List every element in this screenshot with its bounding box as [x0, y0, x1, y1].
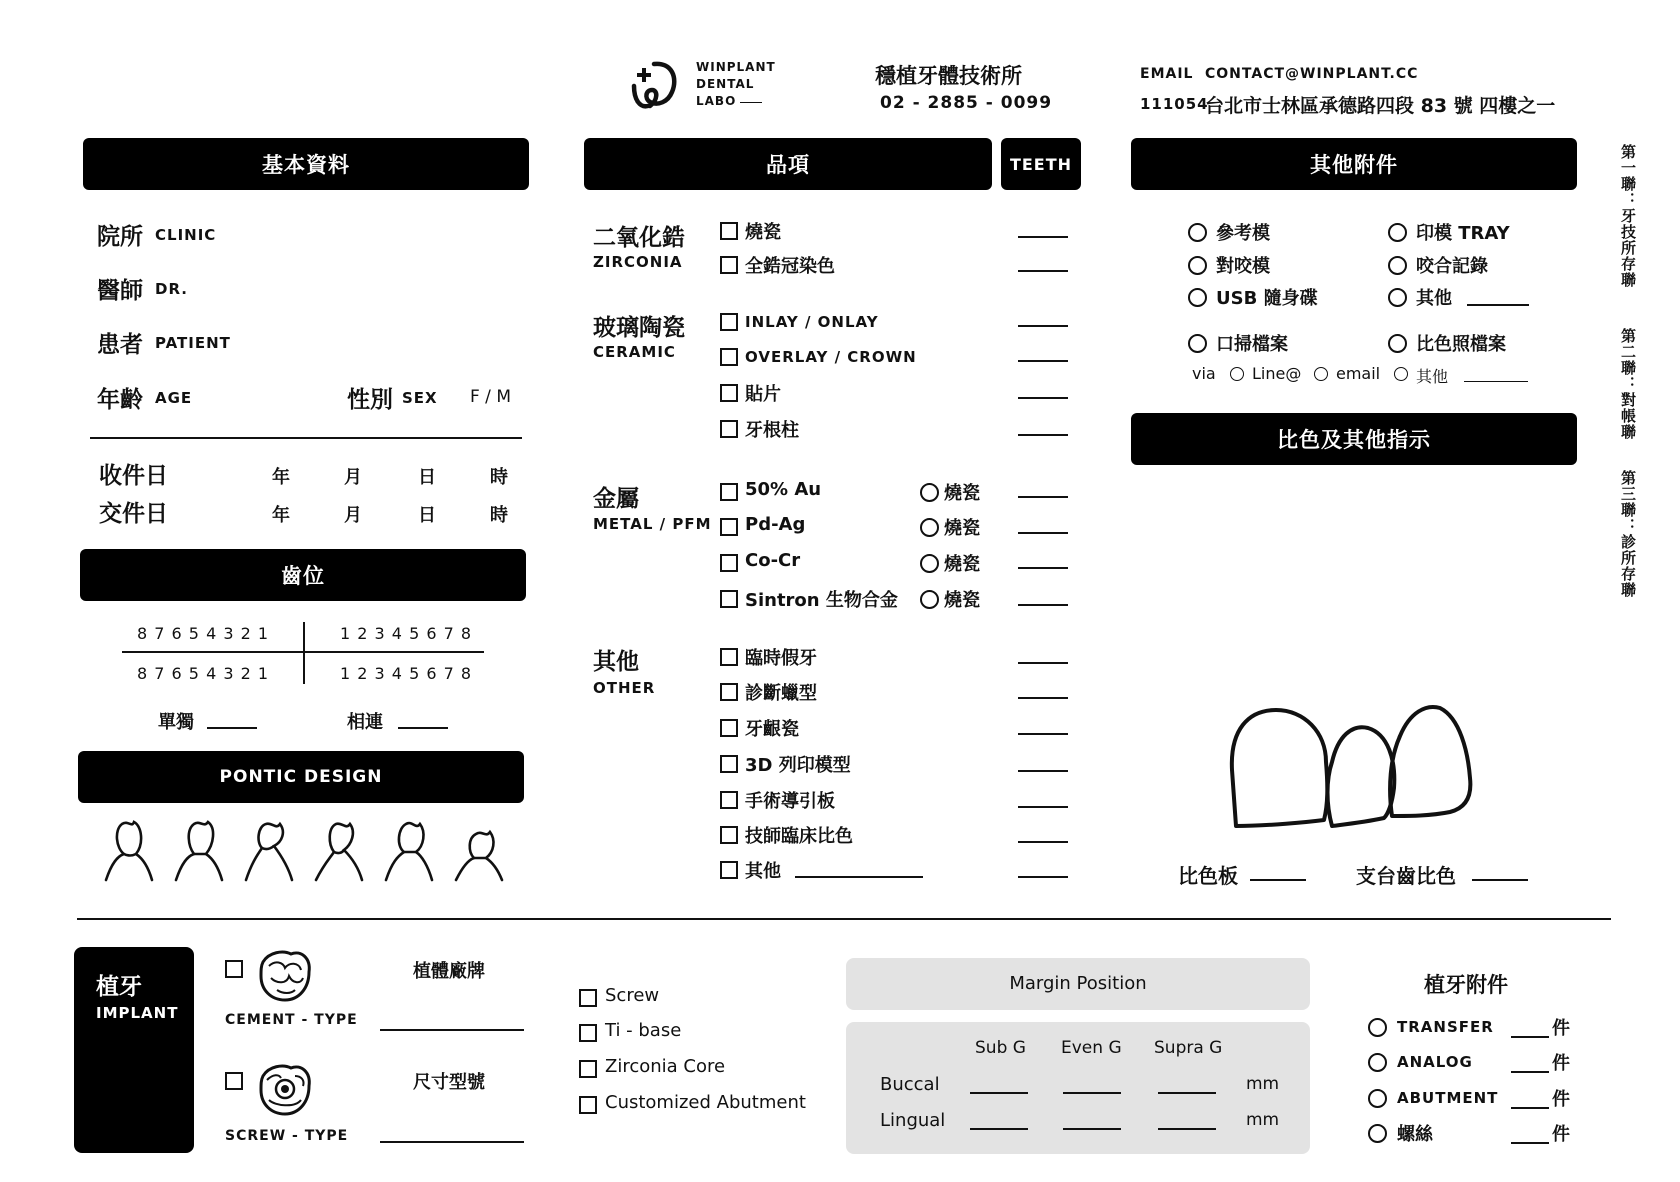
unit-hour: 時 [490, 505, 508, 526]
veneer-checkbox[interactable] [720, 384, 738, 402]
tooth-chart-v-line [303, 622, 305, 684]
other-item-checkbox[interactable] [720, 861, 738, 879]
lower-left-teeth: 8 7 6 5 4 3 2 1 [137, 664, 270, 683]
shade-guide-blank[interactable] [1250, 879, 1306, 881]
implant-accessories-title: 植牙附件 [1424, 973, 1508, 997]
shade-guide-label: 比色板 [1178, 864, 1238, 888]
pontic-option-5 [386, 823, 432, 880]
brand-line-1: WINPLANT [696, 60, 776, 74]
via-email-radio[interactable] [1314, 367, 1328, 381]
surgical-guide-label: 手術導引板 [745, 791, 835, 812]
other-item-blank[interactable] [795, 876, 923, 878]
unit-month: 月 [344, 467, 362, 488]
post-checkbox[interactable] [720, 420, 738, 438]
pontic-option-6 [456, 832, 502, 880]
cement-type-label: CEMENT - TYPE [225, 1012, 358, 1028]
zirconia-label-en: ZIRCONIA [593, 253, 683, 271]
other-attachment-radio[interactable] [1388, 288, 1407, 307]
patient-label-zh: 患者 [97, 332, 143, 358]
via-label: via [1192, 364, 1216, 383]
via-other-label: 其他 [1416, 367, 1449, 386]
opposing-model-radio[interactable] [1188, 256, 1207, 275]
ceramic-label-en: CERAMIC [593, 343, 676, 361]
pontic-option-1 [106, 822, 152, 880]
clinic-label-zh: 院所 [97, 224, 143, 250]
other-attachment-blank[interactable] [1467, 304, 1529, 306]
ti-base-checkbox[interactable] [579, 1024, 597, 1042]
brand-line-2: DENTAL [696, 77, 755, 91]
lateral-incisor-outline [1328, 727, 1395, 826]
company-name: 穩植牙體技術所 [875, 64, 1022, 88]
screw-acc-label: 螺絲 [1397, 1124, 1433, 1145]
lingual-supra-g-blank[interactable] [1158, 1128, 1216, 1130]
copy-note-3: 第三聯：診所存聯 [1619, 470, 1637, 598]
via-other-radio[interactable] [1394, 367, 1408, 381]
abutment-acc-radio[interactable] [1368, 1089, 1387, 1108]
cement-type-checkbox[interactable] [225, 960, 243, 978]
central-incisor-outline [1232, 710, 1327, 826]
via-line-radio[interactable] [1230, 367, 1244, 381]
bite-record-label: 咬合記錄 [1416, 256, 1488, 277]
wax-up-checkbox[interactable] [720, 683, 738, 701]
zirconia-label-zh: 二氧化鋯 [593, 225, 685, 251]
supra-g-col: Supra G [1154, 1038, 1223, 1058]
screw-acc-radio[interactable] [1368, 1124, 1387, 1143]
other-item-label: 其他 [745, 861, 781, 882]
sex-options: F / M [470, 387, 511, 407]
implant-brand-label: 植體廠牌 [413, 961, 485, 982]
screw-acc-unit: 件 [1552, 1124, 1570, 1145]
gingival-porcelain-label: 牙齦瓷 [745, 719, 799, 740]
pontic-design-header: PONTIC DESIGN [78, 751, 524, 803]
company-phone: 02 - 2885 - 0099 [880, 93, 1053, 113]
lingual-row: Lingual [880, 1110, 946, 1131]
abutment-shade-blank[interactable] [1472, 879, 1528, 881]
even-g-col: Even G [1061, 1038, 1122, 1058]
pontic-designs [100, 818, 510, 886]
reference-model-radio[interactable] [1188, 223, 1207, 242]
abutment-shade-label: 支台齒比色 [1356, 864, 1456, 888]
delivered-date-label: 交件日 [99, 501, 168, 527]
implant-brand-blank[interactable] [380, 1029, 524, 1031]
metal-pdag-checkbox[interactable] [720, 518, 738, 536]
metal-cocr-label: Co-Cr [745, 550, 801, 571]
transfer-unit: 件 [1552, 1018, 1570, 1039]
copy-note-1: 第一聯：牙技所存聯 [1619, 144, 1637, 288]
unit-year: 年 [272, 467, 290, 488]
teeth-header: TEETH [1001, 138, 1081, 190]
doctor-label-en: DR. [155, 280, 188, 298]
single-label: 單獨 [158, 712, 194, 733]
lingual-unit: mm [1246, 1110, 1280, 1130]
implant-label-zh: 植牙 [96, 974, 142, 1000]
ceramic-label-zh: 玻璃陶瓷 [593, 315, 685, 341]
other-label-zh: 其他 [593, 649, 639, 675]
winplant-logo [628, 56, 684, 112]
shade-photo-label: 比色照檔案 [1416, 334, 1506, 355]
patient-label-en: PATIENT [155, 334, 231, 352]
attachments-header: 其他附件 [1131, 138, 1577, 190]
doctor-label-zh: 醫師 [97, 278, 143, 304]
analog-label: ANALOG [1397, 1053, 1473, 1071]
basic-info-header: 基本資料 [83, 138, 529, 190]
3d-print-model-label: 3D 列印模型 [745, 755, 851, 776]
metal-label-zh: 金屬 [593, 486, 639, 512]
zirconia-porcelain-label: 燒瓷 [745, 222, 781, 243]
unit-month: 月 [344, 505, 362, 526]
upper-left-teeth: 8 7 6 5 4 3 2 1 [137, 624, 270, 643]
copy-note-2: 第二聯：對帳聯 [1619, 328, 1637, 440]
divider [90, 437, 522, 439]
screw-abutment-checkbox[interactable] [579, 989, 597, 1007]
zirconia-stain-checkbox[interactable] [720, 256, 738, 274]
metal-label-en: METAL / PFM [593, 515, 712, 533]
implant-label-en: IMPLANT [96, 1004, 179, 1022]
age-label-en: AGE [155, 389, 193, 407]
zirconia-core-checkbox[interactable] [579, 1060, 597, 1078]
wax-up-label: 診斷蠟型 [745, 683, 817, 704]
screw-type-icon [255, 1062, 315, 1118]
reference-model-label: 參考模 [1216, 223, 1270, 244]
email-address: CONTACT@WINPLANT.CC [1205, 66, 1419, 82]
unit-day: 日 [418, 505, 436, 526]
unit-hour: 時 [490, 467, 508, 488]
opposing-model-label: 對咬模 [1216, 256, 1270, 277]
zirconia-core-label: Zirconia Core [605, 1056, 726, 1077]
address: 台北市士林區承德路四段 83 號 四樓之一 [1205, 95, 1556, 117]
brand-line-3: LABO [696, 94, 737, 108]
metal-sintron-porcelain-label: 燒瓷 [944, 590, 980, 611]
gingival-porcelain-checkbox[interactable] [720, 719, 738, 737]
metal-pdag-porcelain-radio[interactable] [920, 518, 939, 537]
age-label-zh: 年齡 [97, 387, 143, 413]
margin-position-title: Margin Position [1009, 973, 1147, 994]
other-label-en: OTHER [593, 679, 656, 697]
overlay-crown-checkbox[interactable] [720, 348, 738, 366]
email-label: EMAIL [1140, 66, 1194, 82]
via-other-blank[interactable] [1464, 381, 1528, 382]
received-date-label: 收件日 [99, 463, 168, 489]
shade-photo-radio[interactable] [1388, 334, 1407, 353]
metal-au-porcelain-label: 燒瓷 [944, 483, 980, 504]
buccal-unit: mm [1246, 1074, 1280, 1094]
buccal-even-g-blank[interactable] [1063, 1092, 1121, 1094]
buccal-row: Buccal [880, 1074, 940, 1095]
abutment-acc-unit: 件 [1552, 1089, 1570, 1110]
metal-au-porcelain-radio[interactable] [920, 483, 939, 502]
canine-outline [1390, 707, 1470, 816]
lingual-even-g-blank[interactable] [1063, 1128, 1121, 1130]
pontic-option-4 [316, 824, 362, 880]
inlay-onlay-label: INLAY / ONLAY [745, 313, 879, 331]
analog-unit: 件 [1552, 1053, 1570, 1074]
pontic-option-2 [176, 822, 222, 880]
lingual-sub-g-blank[interactable] [970, 1128, 1028, 1130]
impression-tray-radio[interactable] [1388, 223, 1407, 242]
surgical-guide-checkbox[interactable] [720, 791, 738, 809]
inlay-onlay-checkbox[interactable] [720, 313, 738, 331]
transfer-label: TRANSFER [1397, 1018, 1494, 1036]
other-attachment-label: 其他 [1416, 288, 1452, 309]
metal-sintron-porcelain-radio[interactable] [920, 590, 939, 609]
anterior-teeth-illustration [1228, 700, 1484, 832]
ti-base-label: Ti - base [605, 1020, 682, 1041]
screw-type-label: SCREW - TYPE [225, 1128, 349, 1144]
section-divider [77, 918, 1611, 920]
usb-label: USB 隨身碟 [1216, 288, 1318, 309]
veneer-label: 貼片 [745, 384, 781, 405]
usb-radio[interactable] [1188, 288, 1207, 307]
impression-tray-label: 印模 TRAY [1416, 223, 1510, 244]
analog-radio[interactable] [1368, 1053, 1387, 1072]
cement-type-icon [255, 948, 315, 1004]
zirconia-porcelain-checkbox[interactable] [720, 222, 738, 240]
temporary-checkbox[interactable] [720, 648, 738, 666]
intraoral-scan-radio[interactable] [1188, 334, 1207, 353]
sex-label-en: SEX [402, 389, 438, 407]
transfer-radio[interactable] [1368, 1018, 1387, 1037]
pontic-option-3 [246, 824, 292, 880]
clinical-shade-checkbox[interactable] [720, 826, 738, 844]
implant-size-blank[interactable] [380, 1141, 524, 1143]
post-label: 牙根柱 [745, 420, 799, 441]
lower-right-teeth: 1 2 3 4 5 6 7 8 [340, 664, 473, 683]
clinic-label-en: CLINIC [155, 226, 217, 244]
intraoral-scan-label: 口掃檔案 [1216, 334, 1288, 355]
implant-size-label: 尺寸型號 [413, 1072, 485, 1093]
3d-print-model-checkbox[interactable] [720, 755, 738, 773]
upper-right-teeth: 1 2 3 4 5 6 7 8 [340, 624, 473, 643]
items-header: 品項 [584, 138, 992, 190]
metal-au-label: 50% Au [745, 479, 822, 500]
metal-au-checkbox[interactable] [720, 483, 738, 501]
shade-header: 比色及其他指示 [1131, 413, 1577, 465]
customized-abutment-checkbox[interactable] [579, 1096, 597, 1114]
via-email-label: email [1336, 364, 1381, 383]
temporary-label: 臨時假牙 [745, 648, 817, 669]
metal-cocr-checkbox[interactable] [720, 554, 738, 572]
sex-label-zh: 性別 [347, 387, 393, 413]
customized-abutment-label: Customized Abutment [605, 1092, 806, 1113]
bridge-label: 相連 [347, 712, 383, 733]
metal-sintron-checkbox[interactable] [720, 590, 738, 608]
zirconia-stain-label: 全鋯冠染色 [745, 256, 835, 277]
buccal-sub-g-blank[interactable] [970, 1092, 1028, 1094]
unit-year: 年 [272, 505, 290, 526]
metal-pdag-porcelain-label: 燒瓷 [944, 518, 980, 539]
overlay-crown-label: OVERLAY / CROWN [745, 348, 917, 366]
clinical-shade-label: 技師臨床比色 [745, 826, 853, 847]
unit-day: 日 [418, 467, 436, 488]
metal-pdag-label: Pd-Ag [745, 514, 806, 535]
sub-g-col: Sub G [975, 1038, 1026, 1058]
tooth-position-header: 齒位 [80, 549, 526, 601]
buccal-supra-g-blank[interactable] [1158, 1092, 1216, 1094]
metal-cocr-porcelain-radio[interactable] [920, 554, 939, 573]
bite-record-radio[interactable] [1388, 256, 1407, 275]
zip-code: 111054 [1140, 95, 1209, 113]
screw-type-checkbox[interactable] [225, 1072, 243, 1090]
via-line-label: Line@ [1252, 364, 1302, 383]
screw-abutment-label: Screw [605, 985, 660, 1006]
abutment-acc-label: ABUTMENT [1397, 1089, 1499, 1107]
metal-sintron-label: Sintron 生物合金 [745, 590, 898, 611]
metal-cocr-porcelain-label: 燒瓷 [944, 554, 980, 575]
